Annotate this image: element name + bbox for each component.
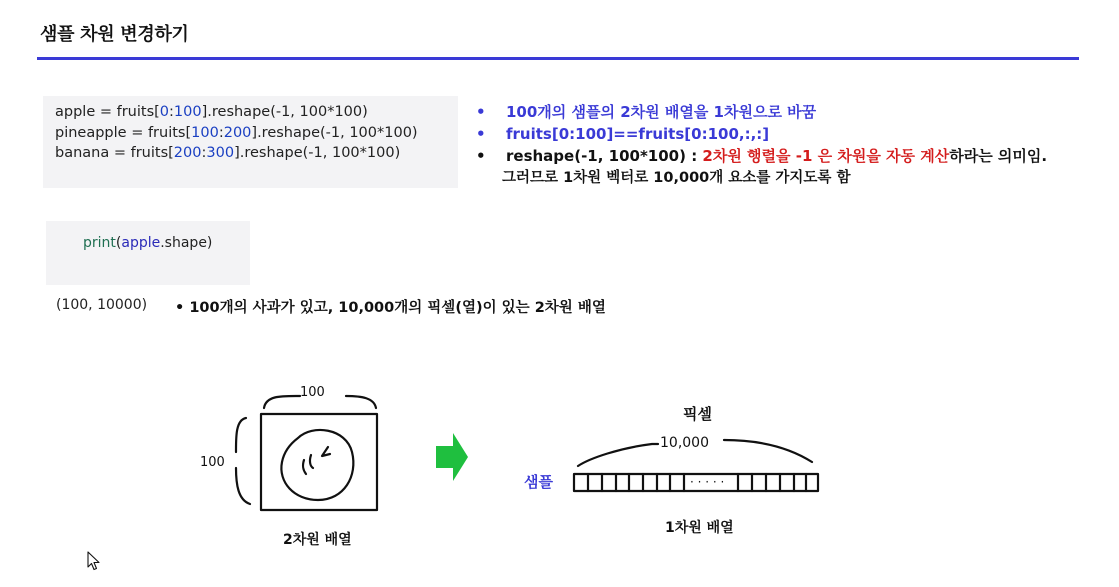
matrix-caption: 2차원 배열 xyxy=(283,532,352,548)
vector-caption: 1차원 배열 xyxy=(665,520,734,536)
left-size-label: 100 xyxy=(200,455,225,470)
sample-label: 샘플 xyxy=(524,473,553,491)
print-attribute: .shape) xyxy=(160,235,213,251)
code-text: : xyxy=(201,145,207,161)
code-text: ].reshape(-1, 100*100) xyxy=(251,124,418,141)
bullet-dot: • xyxy=(476,103,486,121)
mouse-cursor-icon xyxy=(87,551,101,571)
code-number: 300 xyxy=(206,145,235,161)
count-label: 10,000 xyxy=(660,435,709,451)
page-title: 샘플 차원 변경하기 xyxy=(40,24,189,45)
top-size-label: 100 xyxy=(300,385,325,400)
pixel-label: 픽셀 xyxy=(683,405,712,423)
print-variable: apple xyxy=(121,235,161,251)
bullet-continuation: 그러므로 1차원 벡터로 10,000개 요소를 가지도록 함 xyxy=(502,170,851,186)
left-brace xyxy=(236,418,250,504)
bullet-text: 하라는 의미임. xyxy=(949,147,1048,165)
print-function: print xyxy=(83,235,116,251)
transform-arrow xyxy=(436,433,468,481)
code-text: apple = fruits[ xyxy=(55,104,160,120)
bullet-dot: • xyxy=(476,147,486,165)
code-number: 200 xyxy=(173,145,202,161)
code-number: 0 xyxy=(159,104,170,120)
code-text: ].reshape(-1, 100*100) xyxy=(234,145,401,161)
code-text: ].reshape(-1, 100*100) xyxy=(201,104,368,120)
bullet-text: 100개의 샘플의 2차원 배열을 1차원으로 바꿈 xyxy=(506,103,817,121)
cell-output: (100, 10000) xyxy=(56,297,148,313)
bar-dots: · · · · · xyxy=(690,475,725,489)
code-text: pineapple = fruits[ xyxy=(55,124,192,141)
code-text: banana = fruits[ xyxy=(55,145,174,161)
bullet-dot: • xyxy=(476,125,486,143)
code-number: 100 xyxy=(173,104,202,120)
output-note: • 100개의 사과가 있고, 10,000개의 픽셀(열)이 있는 2차원 배열 xyxy=(175,300,606,316)
image-square xyxy=(261,414,377,510)
apple-sketch xyxy=(281,430,353,500)
print-paren: ( xyxy=(115,235,122,251)
bullet-text: reshape(-1, 100*100) : xyxy=(506,147,703,165)
code-text: : xyxy=(169,104,174,120)
bullet-highlight: 2차원 행렬을 -1 은 차원을 자동 계산 xyxy=(702,147,950,165)
code-text: : xyxy=(218,124,224,141)
bullet-text: fruits[0:100]==fruits[0:100,:,:] xyxy=(506,125,770,143)
code-number: 200 xyxy=(223,124,252,141)
code-number: 100 xyxy=(191,124,219,141)
